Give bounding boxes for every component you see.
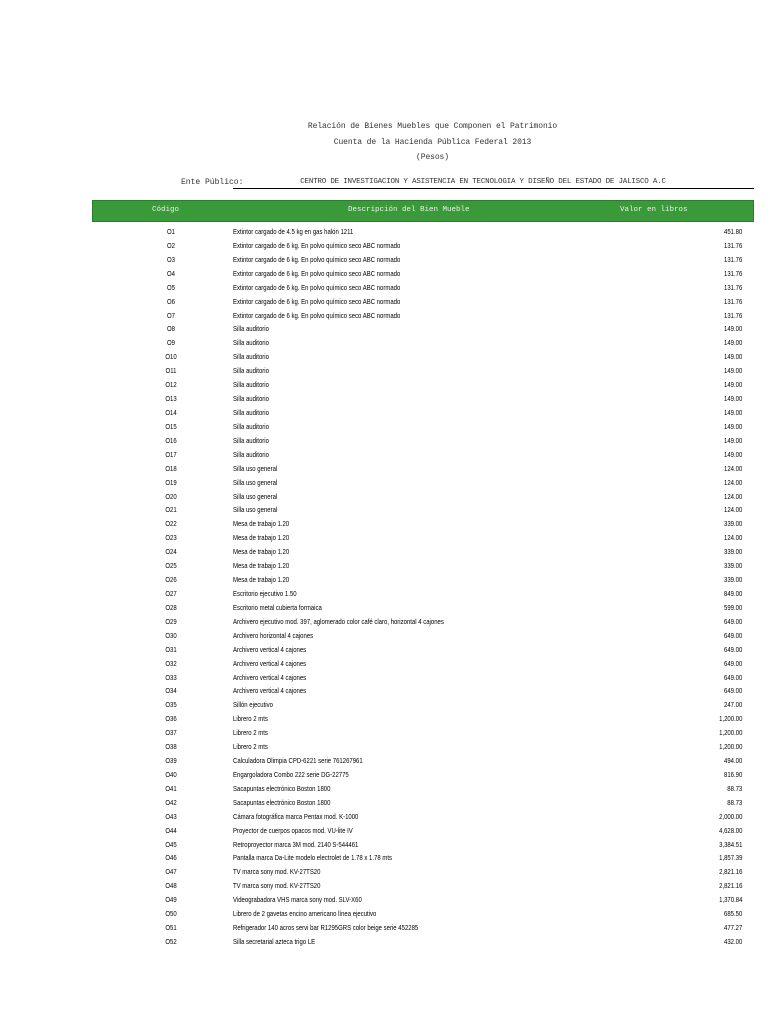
- report-subtitle: Cuenta de la Hacienda Pública Federal 2013: [333, 138, 532, 147]
- cell-codigo: O22: [165, 519, 177, 529]
- cell-valor: 247.00: [723, 700, 742, 710]
- cell-descripcion: Silla auditorio: [233, 394, 269, 404]
- table-row: [92, 575, 752, 589]
- table-row: [92, 561, 752, 575]
- cell-codigo: O8: [167, 324, 175, 334]
- table-row: [92, 673, 752, 687]
- cell-valor: 149.00: [723, 435, 742, 445]
- cell-valor: 649.00: [723, 658, 742, 668]
- cell-descripcion: Sacapuntas electrónico Boston 1800: [233, 797, 331, 807]
- cell-valor: 131.76: [723, 282, 742, 292]
- cell-valor: 124.00: [723, 505, 742, 515]
- cell-valor: 1,200.00: [718, 742, 742, 752]
- table-row: [92, 728, 752, 742]
- cell-descripcion: Sacapuntas electrónico Boston 1800: [233, 783, 331, 793]
- table-row: [92, 867, 752, 881]
- cell-valor: 149.00: [723, 394, 742, 404]
- cell-descripcion: Silla uso general: [233, 477, 278, 487]
- table-row: [92, 464, 752, 478]
- cell-valor: 339.00: [723, 561, 742, 571]
- cell-valor: 149.00: [723, 407, 742, 417]
- table-row: [92, 380, 752, 394]
- table-row: [92, 450, 752, 464]
- cell-valor: 2,821.16: [718, 881, 742, 891]
- cell-valor: 124.00: [723, 463, 742, 473]
- table-row: [92, 714, 752, 728]
- cell-valor: 599.00: [723, 602, 742, 612]
- table-row: [92, 283, 752, 297]
- cell-descripcion: Archivero vertical 4 cajones: [233, 644, 307, 654]
- cell-codigo: O40: [165, 769, 177, 779]
- cell-valor: 149.00: [723, 352, 742, 362]
- cell-valor: 2,821.16: [718, 867, 742, 877]
- cell-codigo: O49: [165, 895, 177, 905]
- cell-codigo: O30: [165, 630, 177, 640]
- table-row: [92, 756, 752, 770]
- table-row: [92, 422, 752, 436]
- cell-descripcion: Extintor cargado de 6 kg. En polvo químico seco ABC normado: [233, 296, 401, 306]
- ente-underline: [233, 188, 754, 189]
- table-row: [92, 881, 752, 895]
- cell-descripcion: Calculadora Olimpia CPD-6221 serie 761267961: [233, 756, 363, 766]
- cell-valor: 88.73: [727, 797, 742, 807]
- cell-codigo: O3: [167, 254, 175, 264]
- table-body: [92, 227, 752, 951]
- table-row: [92, 478, 752, 492]
- cell-descripcion: Archivero vertical 4 cajones: [233, 658, 307, 668]
- cell-codigo: O47: [165, 867, 177, 877]
- cell-descripcion: Escritorio metal cubierta formaica: [233, 602, 322, 612]
- cell-valor: 3,384.51: [718, 839, 742, 849]
- cell-descripcion: Archivero vertical 4 cajones: [233, 686, 307, 696]
- cell-descripcion: Silla uso general: [233, 463, 278, 473]
- cell-valor: 339.00: [723, 575, 742, 585]
- table-row: [92, 324, 752, 338]
- cell-descripcion: Silla auditorio: [233, 449, 269, 459]
- cell-codigo: O34: [165, 686, 177, 696]
- table-row: [92, 784, 752, 798]
- table-row: [92, 895, 752, 909]
- report-currency: (Pesos): [416, 153, 449, 162]
- cell-codigo: O20: [165, 491, 177, 501]
- cell-codigo: O17: [165, 449, 177, 459]
- cell-codigo: O36: [165, 714, 177, 724]
- cell-valor: 649.00: [723, 630, 742, 640]
- table-row: [92, 589, 752, 603]
- cell-codigo: O32: [165, 658, 177, 668]
- table-row: [92, 255, 752, 269]
- cell-descripcion: Extintor cargado de 4.5 kg en gas halón 1211: [233, 227, 354, 236]
- cell-valor: 149.00: [723, 421, 742, 431]
- cell-codigo: O7: [167, 310, 175, 320]
- table-row: [92, 533, 752, 547]
- cell-codigo: O6: [167, 296, 175, 306]
- table-row: [92, 241, 752, 255]
- cell-valor: 1,370.84: [718, 895, 742, 905]
- cell-descripcion: Librero 2 mts: [233, 728, 268, 738]
- cell-codigo: O42: [165, 797, 177, 807]
- cell-valor: 149.00: [723, 324, 742, 334]
- cell-valor: 649.00: [723, 686, 742, 696]
- cell-codigo: O13: [165, 394, 177, 404]
- cell-codigo: O45: [165, 839, 177, 849]
- cell-valor: 685.50: [723, 909, 742, 919]
- cell-codigo: O35: [165, 700, 177, 710]
- cell-codigo: O10: [165, 352, 177, 362]
- table-row: [92, 812, 752, 826]
- table-row: [92, 826, 752, 840]
- table-row: [92, 269, 752, 283]
- column-header-descripcion: Descripción del Bien Mueble: [348, 206, 470, 214]
- cell-descripcion: Proyector de cuerpos opacos mod. VU-lite IV: [233, 825, 353, 835]
- cell-codigo: O52: [165, 937, 177, 947]
- cell-valor: 477.27: [723, 923, 742, 933]
- table-row: [92, 366, 752, 380]
- cell-descripcion: Silla secretarial azteca trigo LE: [233, 937, 316, 947]
- table-row: [92, 505, 752, 519]
- cell-codigo: O15: [165, 421, 177, 431]
- column-header-codigo: Código: [152, 206, 180, 214]
- cell-descripcion: Silla auditorio: [233, 380, 269, 390]
- table-row: [92, 923, 752, 937]
- table-row: [92, 659, 752, 673]
- cell-codigo: O1: [167, 227, 175, 236]
- table-row: [92, 436, 752, 450]
- cell-codigo: O23: [165, 533, 177, 543]
- cell-valor: 124.00: [723, 477, 742, 487]
- cell-codigo: O44: [165, 825, 177, 835]
- cell-valor: 124.00: [723, 491, 742, 501]
- cell-valor: 2,000.00: [718, 811, 742, 821]
- cell-descripcion: Archivero horizontal 4 cajones: [233, 630, 314, 640]
- cell-valor: 149.00: [723, 380, 742, 390]
- cell-codigo: O2: [167, 240, 175, 250]
- cell-valor: 88.73: [727, 783, 742, 793]
- column-header-valor: Valor en libros: [620, 206, 688, 214]
- cell-descripcion: Silla uso general: [233, 505, 278, 515]
- cell-valor: 649.00: [723, 644, 742, 654]
- cell-valor: 849.00: [723, 588, 742, 598]
- cell-descripcion: Silla auditorio: [233, 352, 269, 362]
- table-row: [92, 742, 752, 756]
- cell-descripcion: Mesa de trabajo 1.20: [233, 519, 290, 529]
- cell-codigo: O12: [165, 380, 177, 390]
- cell-valor: 451.80: [723, 227, 742, 236]
- table-row: [92, 603, 752, 617]
- cell-descripcion: Mesa de trabajo 1.20: [233, 547, 290, 557]
- table-header: [92, 200, 754, 222]
- cell-valor: 494.00: [723, 756, 742, 766]
- ente-value: CENTRO DE INVESTIGACION Y ASISTENCIA EN TECNOLOGIA Y DISEÑO DEL ESTADO DE JALISCO A.C: [300, 178, 666, 186]
- cell-valor: 339.00: [723, 519, 742, 529]
- cell-codigo: O11: [165, 366, 177, 376]
- cell-descripcion: Pantalla marca Da-Lite modelo electrolet de 1.78 x 1.78 mts: [233, 853, 392, 863]
- cell-valor: 432.00: [723, 937, 742, 947]
- cell-codigo: O26: [165, 575, 177, 585]
- cell-descripcion: Cámara fotográfica marca Pentax mod. K-1000: [233, 811, 359, 821]
- cell-descripcion: Retroproyector marca 3M mod. 2140 S-544461: [233, 839, 359, 849]
- cell-descripcion: Mesa de trabajo 1.20: [233, 561, 290, 571]
- cell-descripcion: Librero 2 mts: [233, 742, 268, 752]
- table-row: [92, 338, 752, 352]
- cell-descripcion: Refrigerador 140 acros servi bar R1295GRS color beige serie 452285: [233, 923, 419, 933]
- cell-codigo: O48: [165, 881, 177, 891]
- cell-codigo: O29: [165, 616, 177, 626]
- cell-valor: 131.76: [723, 296, 742, 306]
- cell-valor: 1,200.00: [718, 728, 742, 738]
- cell-codigo: O51: [165, 923, 177, 933]
- cell-descripcion: Extintor cargado de 6 kg. En polvo químico seco ABC normado: [233, 310, 401, 320]
- table-row: [92, 686, 752, 700]
- cell-codigo: O25: [165, 561, 177, 571]
- report-title: Relación de Bienes Muebles que Componen el Patrimonio: [307, 122, 558, 131]
- cell-codigo: O46: [165, 853, 177, 863]
- cell-descripcion: Engargoladora Combo 222 serie DG-22775: [233, 769, 349, 779]
- cell-valor: 1,200.00: [718, 714, 742, 724]
- cell-descripcion: Silla auditorio: [233, 338, 269, 348]
- cell-descripcion: Extintor cargado de 6 kg. En polvo químico seco ABC normado: [233, 254, 401, 264]
- cell-descripcion: Silla auditorio: [233, 324, 269, 334]
- cell-valor: 131.76: [723, 240, 742, 250]
- cell-descripcion: Silla auditorio: [233, 366, 269, 376]
- cell-valor: 1,857.39: [718, 853, 742, 863]
- table-row: [92, 853, 752, 867]
- cell-valor: 339.00: [723, 547, 742, 557]
- table-row: [92, 937, 752, 951]
- table-row: [92, 909, 752, 923]
- cell-valor: 124.00: [723, 533, 742, 543]
- cell-codigo: O9: [167, 338, 175, 348]
- cell-valor: 131.76: [723, 268, 742, 278]
- cell-codigo: O38: [165, 742, 177, 752]
- cell-descripcion: Silla auditorio: [233, 435, 269, 445]
- table-row: [92, 840, 752, 854]
- cell-descripcion: Mesa de trabajo 1.20: [233, 533, 290, 543]
- cell-descripcion: Librero de 2 gavetas encino americano línea ejecutivo: [233, 909, 377, 919]
- table-row: [92, 227, 752, 241]
- table-row: [92, 408, 752, 422]
- cell-descripcion: Silla auditorio: [233, 407, 269, 417]
- table-row: [92, 547, 752, 561]
- cell-codigo: O16: [165, 435, 177, 445]
- cell-codigo: O19: [165, 477, 177, 487]
- cell-codigo: O24: [165, 547, 177, 557]
- table-row: [92, 297, 752, 311]
- table-row: [92, 492, 752, 506]
- cell-descripcion: Extintor cargado de 6 kg. En polvo químico seco ABC normado: [233, 240, 401, 250]
- cell-descripcion: Videograbadora VHS marca sony mod. SLV-X60: [233, 895, 362, 905]
- cell-descripcion: Extintor cargado de 6 kg. En polvo químico seco ABC normado: [233, 268, 401, 278]
- cell-descripcion: TV marca sony mod. KV-27TS20: [233, 867, 321, 877]
- cell-codigo: O37: [165, 728, 177, 738]
- table-row: [92, 394, 752, 408]
- table-row: [92, 631, 752, 645]
- cell-codigo: O5: [167, 282, 175, 292]
- table-row: [92, 519, 752, 533]
- cell-descripcion: Mesa de trabajo 1.20: [233, 575, 290, 585]
- cell-descripcion: Sillón ejecutivo: [233, 700, 273, 710]
- cell-codigo: O50: [165, 909, 177, 919]
- cell-codigo: O14: [165, 407, 177, 417]
- table-row: [92, 645, 752, 659]
- cell-valor: 149.00: [723, 449, 742, 459]
- table-row: [92, 352, 752, 366]
- cell-codigo: O39: [165, 756, 177, 766]
- ente-label: Ente Público:: [181, 178, 244, 187]
- table-row: [92, 700, 752, 714]
- cell-codigo: O18: [165, 463, 177, 473]
- cell-descripcion: Escritorio ejecutivo 1.50: [233, 588, 297, 598]
- cell-valor: 4,628.00: [718, 825, 742, 835]
- cell-codigo: O21: [165, 505, 177, 515]
- cell-valor: 649.00: [723, 616, 742, 626]
- table-row: [92, 770, 752, 784]
- cell-valor: 149.00: [723, 338, 742, 348]
- cell-codigo: O43: [165, 811, 177, 821]
- table-row: [92, 311, 752, 325]
- cell-valor: 816.90: [723, 769, 742, 779]
- cell-codigo: O41: [165, 783, 177, 793]
- cell-descripcion: TV marca sony mod. KV-27TS20: [233, 881, 321, 891]
- cell-descripcion: Silla uso general: [233, 491, 278, 501]
- cell-codigo: O31: [165, 644, 177, 654]
- cell-codigo: O27: [165, 588, 177, 598]
- cell-valor: 131.76: [723, 254, 742, 264]
- cell-valor: 649.00: [723, 672, 742, 682]
- cell-codigo: O4: [167, 268, 175, 278]
- table-row: [92, 617, 752, 631]
- cell-codigo: O28: [165, 602, 177, 612]
- cell-descripcion: Extintor cargado de 6 kg. En polvo químico seco ABC normado: [233, 282, 401, 292]
- cell-descripcion: Archivero vertical 4 cajones: [233, 672, 307, 682]
- cell-valor: 131.76: [723, 310, 742, 320]
- cell-valor: 149.00: [723, 366, 742, 376]
- cell-descripcion: Librero 2 mts: [233, 714, 268, 724]
- cell-codigo: O33: [165, 672, 177, 682]
- cell-descripcion: Archivero ejecutivo mod. 397, aglomerado color café claro, horizontal 4 cajones: [233, 616, 444, 626]
- cell-descripcion: Silla auditorio: [233, 421, 269, 431]
- table-row: [92, 798, 752, 812]
